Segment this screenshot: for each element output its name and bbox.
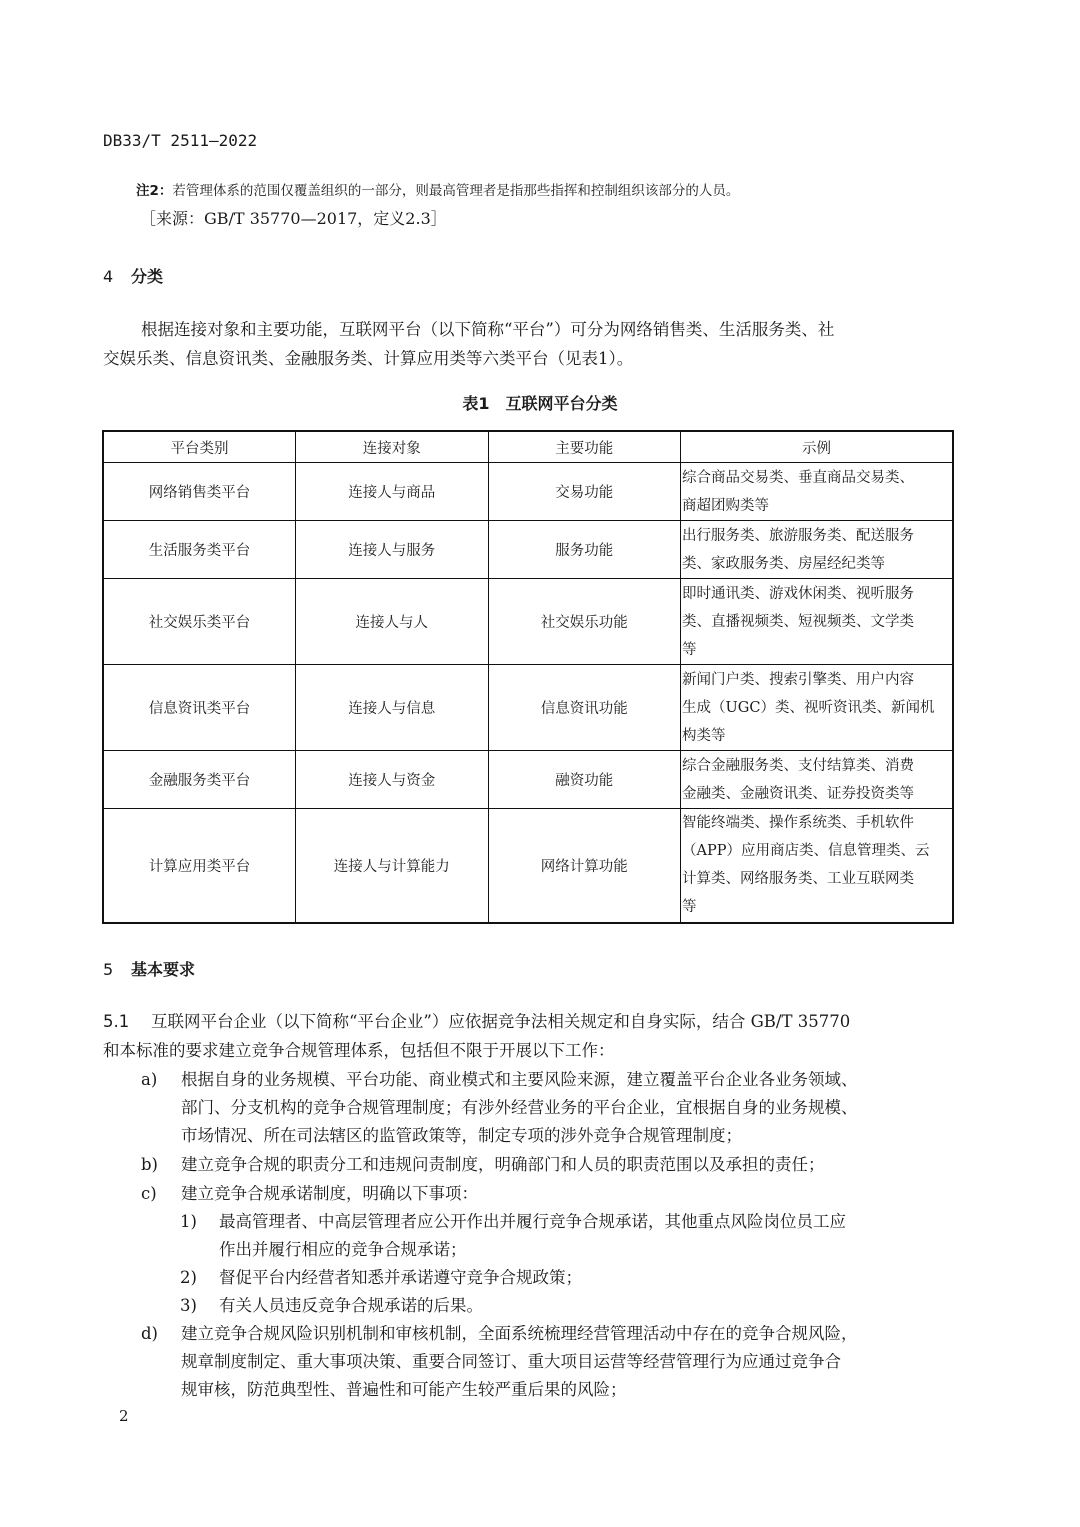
- example-line: 新闻门户类、搜索引擎类、用户内容: [682, 671, 915, 688]
- example-line: 综合金融服务类、支付结算类、消费: [682, 757, 915, 774]
- example-line: 等: [682, 899, 697, 916]
- example-line: 等: [682, 641, 697, 658]
- table-row: [103, 751, 953, 809]
- table-row: [103, 579, 953, 665]
- item-label: b): [141, 1155, 158, 1174]
- cell-function: 交易功能: [488, 463, 681, 521]
- example-line: 智能终端类、操作系统类、手机软件: [682, 815, 915, 832]
- item-line: 市场情况、所在司法辖区的监管政策等，制定专项的涉外竞争合规管理制度；: [181, 1126, 742, 1145]
- clause-text: 互联网平台企业（以下简称“平台企业”）应依据竞争法相关规定和自身实际，结合 GB/T 35770: [151, 1012, 851, 1031]
- example-line: 出行服务类、旅游服务类、配送服务: [682, 527, 915, 544]
- cell-object: 连接人与计算能力: [296, 809, 489, 923]
- section-4-heading: [103, 264, 163, 287]
- source-citation: ［来源：GB/T 35770—2017，定义2.3］: [140, 209, 447, 228]
- item-label: 3): [180, 1296, 197, 1315]
- item-line: 建立竞争合规承诺制度，明确以下事项：: [181, 1184, 478, 1203]
- cell-examples: [681, 521, 953, 579]
- item-line: 规审核，防范典型性、普遍性和可能产生较严重后果的风险；: [181, 1380, 627, 1399]
- item-line: 督促平台内经营者知悉并承诺遵守竞争合规政策；: [219, 1268, 582, 1287]
- section-title: 基本要求: [131, 960, 196, 979]
- cell-object: 连接人与服务: [296, 521, 489, 579]
- item-line: 作出并履行相应的竞争合规承诺；: [219, 1240, 467, 1259]
- list-item-c-2: [180, 1264, 582, 1292]
- table-title: 表1 互联网平台分类: [462, 394, 618, 413]
- section-4-paragraph-line-1: 根据连接对象和主要功能，互联网平台（以下简称“平台”）可分为网络销售类、生活服务类、社: [141, 320, 835, 339]
- note-label: 注2：: [136, 183, 173, 199]
- item-line: 建立竞争合规风险识别机制和审核机制，全面系统梳理经营管理活动中存在的竞争合规风险，: [181, 1324, 858, 1343]
- clause-number: 5.1: [103, 1012, 130, 1031]
- column-header: 示例: [681, 431, 953, 463]
- item-line: 规章制度制定、重大事项决策、重要合同签订、重大项目运营等经营管理行为应通过竞争合: [181, 1352, 841, 1371]
- cell-category: 网络销售类平台: [103, 463, 296, 521]
- cell-object: 连接人与人: [296, 579, 489, 665]
- list-item-b: [141, 1151, 825, 1179]
- cell-category: 金融服务类平台: [103, 751, 296, 809]
- column-header: 主要功能: [488, 431, 681, 463]
- example-line: （APP）应用商店类、信息管理类、云: [682, 843, 930, 860]
- example-line: 计算类、网络服务类、工业互联网类: [682, 871, 915, 888]
- table-header-row: [103, 431, 953, 463]
- example-line: 金融类、金融资讯类、证券投资类等: [682, 785, 915, 802]
- document-code: DB33/T 2511—2022: [103, 131, 258, 150]
- table-row: [103, 463, 953, 521]
- cell-examples: [681, 809, 953, 923]
- example-line: 生成（UGC）类、视听资讯类、新闻机: [682, 699, 935, 716]
- example-line: 综合商品交易类、垂直商品交易类、: [682, 469, 915, 486]
- cell-function: 社交娱乐功能: [488, 579, 681, 665]
- cell-category: 计算应用类平台: [103, 809, 296, 923]
- page-number: 2: [119, 1407, 129, 1425]
- item-line: 根据自身的业务规模、平台功能、商业模式和主要风险来源，建立覆盖平台企业各业务领域、: [181, 1070, 858, 1089]
- table-row: [103, 521, 953, 579]
- note-2: [136, 179, 739, 199]
- item-label: a): [141, 1070, 158, 1089]
- table-row: [103, 665, 953, 751]
- item-label: d): [141, 1324, 158, 1343]
- cell-function: 融资功能: [488, 751, 681, 809]
- table-row: [103, 809, 953, 923]
- cell-examples: [681, 463, 953, 521]
- list-item-c: [141, 1180, 478, 1208]
- example-line: 类、直播视频类、短视频类、文学类: [682, 613, 915, 630]
- item-label: 2): [180, 1268, 197, 1287]
- item-label: c): [141, 1184, 157, 1203]
- list-item-c-1: [180, 1208, 846, 1264]
- example-line: 即时通讯类、游戏休闲类、视听服务: [682, 585, 915, 602]
- example-line: 类、家政服务类、房屋经纪类等: [682, 555, 886, 572]
- platform-classification-table: [102, 430, 954, 924]
- section-4-paragraph-line-2: 交娱乐类、信息资讯类、金融服务类、计算应用类等六类平台（见表1）。: [103, 349, 634, 368]
- list-item-c-3: [180, 1292, 483, 1320]
- cell-examples: [681, 665, 953, 751]
- cell-category: 信息资讯类平台: [103, 665, 296, 751]
- item-line: 部门、分支机构的竞争合规管理制度；有涉外经营业务的平台企业，宜根据自身的业务规模、: [181, 1098, 858, 1117]
- clause-5-1-line-2: 和本标准的要求建立竞争合规管理体系，包括但不限于开展以下工作：: [103, 1041, 615, 1060]
- column-header: 平台类别: [103, 431, 296, 463]
- cell-examples: [681, 751, 953, 809]
- item-line: 建立竞争合规的职责分工和违规问责制度，明确部门和人员的职责范围以及承担的责任；: [181, 1155, 825, 1174]
- item-line: 最高管理者、中高层管理者应公开作出并履行竞争合规承诺，其他重点风险岗位员工应: [219, 1212, 846, 1231]
- list-item-d: [141, 1320, 858, 1404]
- section-number: 5: [103, 960, 114, 979]
- section-5-heading: [103, 957, 195, 980]
- cell-object: 连接人与商品: [296, 463, 489, 521]
- cell-category: 社交娱乐类平台: [103, 579, 296, 665]
- note-text: 若管理体系的范围仅覆盖组织的一部分，则最高管理者是指那些指挥和控制组织该部分的人员。: [172, 183, 740, 199]
- cell-object: 连接人与信息: [296, 665, 489, 751]
- cell-function: 服务功能: [488, 521, 681, 579]
- item-line: 有关人员违反竞争合规承诺的后果。: [219, 1296, 483, 1315]
- cell-function: 网络计算功能: [488, 809, 681, 923]
- column-header: 连接对象: [296, 431, 489, 463]
- example-line: 构类等: [682, 727, 726, 744]
- cell-examples: [681, 579, 953, 665]
- section-title: 分类: [131, 267, 164, 286]
- item-label: 1): [180, 1212, 197, 1231]
- clause-5-1-line-1: [103, 1008, 850, 1036]
- example-line: 商超团购类等: [682, 497, 770, 514]
- cell-function: 信息资讯功能: [488, 665, 681, 751]
- section-number: 4: [103, 267, 114, 286]
- cell-object: 连接人与资金: [296, 751, 489, 809]
- cell-category: 生活服务类平台: [103, 521, 296, 579]
- list-item-a: [141, 1066, 858, 1150]
